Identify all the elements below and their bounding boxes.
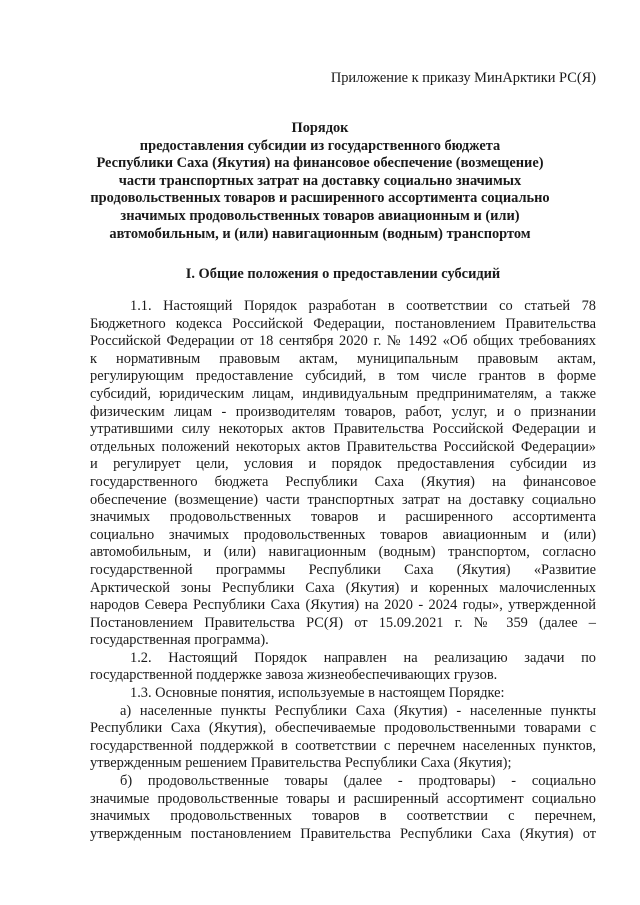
body-line: утратившими силу некоторых актов Правительства Российской Федерации и (90, 421, 596, 438)
title-line: Порядок (291, 120, 349, 136)
body-line: Постановлением Правительства РС(Я) от 15.09.2021 г. № 359 (далее – (90, 614, 596, 631)
body-line: б) продовольственные товары (далее - продтовары) - социально (120, 773, 596, 790)
title-line: продовольственных товаров и расширенного ассортимента социально (90, 190, 550, 207)
title-line: значимых продовольственных товаров авиационным и (или) (120, 207, 520, 224)
body-line: значимые продовольственные товары и расширенный ассортимент социально (90, 790, 596, 807)
body-line: обеспечение (возмещение) части транспортных затрат на доставку социально (90, 491, 596, 508)
body-line: государственной программы Республики Саха (Якутия) «Развитие (90, 561, 596, 578)
body-line: 1.3. Основные понятия, используемые в настоящем Порядке: (130, 685, 505, 702)
body-line: утвержденным постановлением Правительства Республики Саха (Якутия) от (90, 825, 596, 842)
body-line: государственной поддержке завоза жизнеобеспечивающих грузов. (90, 667, 498, 684)
body-line: отдельных положений некоторых актов Правительства Российской Федерации» (90, 438, 596, 455)
title-line: предоставления субсидии из государственного бюджета (139, 137, 501, 154)
body-line: регулирующим предоставление субсидий, в том числе грантов в форме (90, 368, 596, 385)
body-line: Республики Саха (Якутия), обеспечиваемые продовольственными товарами с (90, 720, 596, 737)
document-title (90, 120, 550, 243)
body-line: 1.1. Настоящий Порядок разработан в соответствии со статьей 78 (130, 298, 596, 314)
section-heading: I. Общие положения о предоставлении субсидий (185, 266, 501, 282)
body-line: автомобильным, и (или) навигационным (водным) транспортом, согласно (90, 544, 596, 561)
body-line: субсидий, юридическим лицам, индивидуальным предпринимателям, а также (90, 385, 596, 402)
body-line: народов Севера Республики Саха (Якутия) на 2020 - 2024 годы», утвержденной (90, 597, 596, 614)
title-line: автомобильным, и (или) навигационным (водным) транспортом (109, 225, 531, 242)
title-line: Республики Саха (Якутия) на финансовое обеспечение (возмещение) (96, 155, 544, 172)
body-line: Арктической зоны Республики Саха (Якутия) и коренных малочисленных (90, 579, 596, 596)
body-line: 1.2. Настоящий Порядок направлен на реализацию задачи по (130, 649, 596, 666)
document-body (90, 298, 596, 843)
body-line: государственной поддержкой в соответствии с перечнем населенных пунктов, (90, 737, 596, 754)
body-line: физическим лицам - производителям товаров, работ, услуг, и о признании (90, 403, 596, 420)
body-line: к нормативным правовым актам, муниципальным правовым актам, (90, 350, 596, 367)
body-line: значимых продовольственных товаров и расширенного ассортимента (90, 509, 596, 526)
body-line: Бюджетного кодекса Российской Федерации, постановлением Правительства (90, 315, 596, 332)
body-line: значимых продовольственных товаров в соответствии с перечнем, (90, 808, 596, 825)
body-line: государственная программа). (90, 632, 269, 649)
annex-note: Приложение к приказу МинАрктики РС(Я) (330, 70, 596, 86)
body-line: государственного бюджета Республики Саха (Якутия) на финансовое (90, 473, 596, 490)
body-line: и регулирует цели, условия и порядок предоставления субсидии из (90, 456, 596, 473)
body-line: Российской Федерации от 18 сентября 2020 г. № 1492 «Об общих требованиях (90, 333, 596, 350)
body-line: социально значимых продовольственных товаров авиационным и (или) (90, 526, 596, 543)
body-line: утвержденным решением Правительства Республики Саха (Якутия); (90, 755, 512, 772)
title-line: части транспортных затрат на доставку социально значимых (118, 172, 522, 189)
body-line: а) населенные пункты Республики Саха (Якутия) - населенные пункты (120, 702, 596, 719)
